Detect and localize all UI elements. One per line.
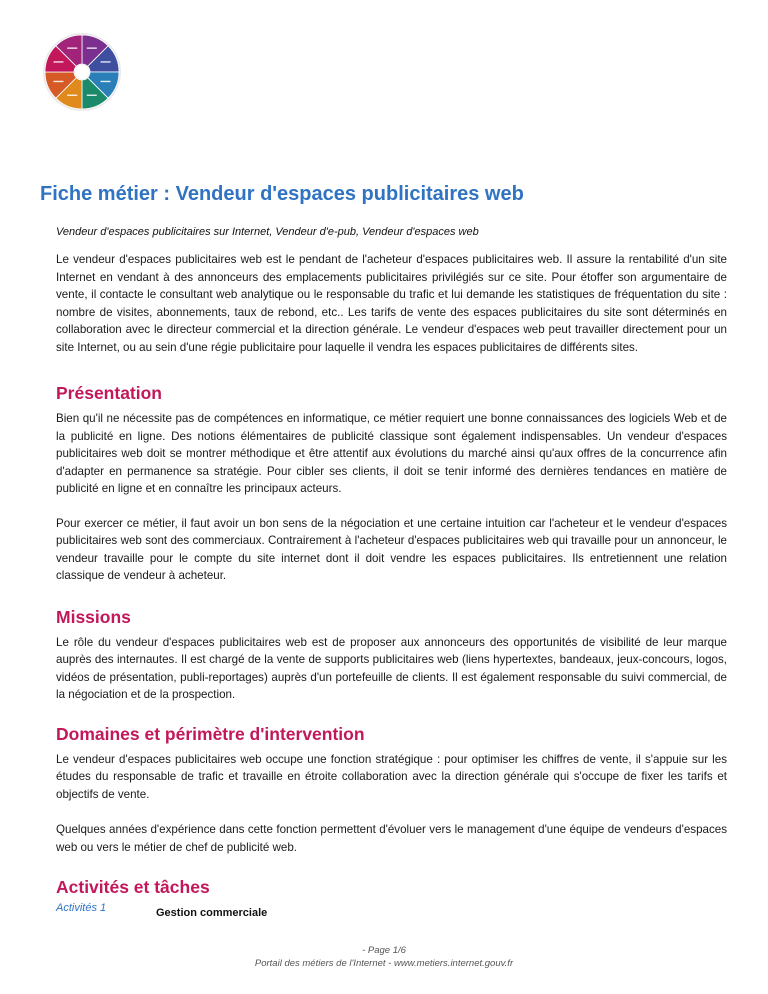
logo-segment-mark [53,81,63,82]
logo-hub [75,65,89,79]
intro-paragraph: Le vendeur d'espaces publicitaires web est le pendant de l'acheteur d'espaces publicitaires web. Il assure la rentabilité d'un site Internet en vendant à des annonceurs des emplacements publicitaires privilégiés sur ce site. Pour étoffer son argumentaire de vente, il contacte le consultant web analytique ou le responsable du trafic et lui demande les statistiques de fréquentation du site : nombre de visites, abonnements, taux de rebond, etc.. Les tarifs de vente des espaces publicitaires du site sont déterminés en collaboration avec le directeur commercial et la direction générale. Le vendeur d'espaces web peut travailler directement pour un site Internet, ou au sein d'une régie publicitaire pour laquelle il vendra les espaces publicitaires de différents sites. [56,253,727,354]
footer-source: Portail des métiers de l'Internet - www.metiers.internet.gouv.fr [254,958,514,969]
logo-segment-mark [87,95,97,96]
subtitle-alternate-names: Vendeur d'espaces publicitaires sur Internet, Vendeur d'e-pub, Vendeur d'espaces web [56,226,479,238]
logo-segment-mark [53,61,63,62]
heading-domaines: Domaines et périmètre d'intervention [56,723,365,744]
logo-segment-mark [67,95,77,96]
heading-missions: Missions [56,606,131,627]
page-footer [0,944,768,970]
activity-label: Activités 1 [56,902,107,914]
logo-segment-mark [101,81,111,82]
domaines-paragraph-2: Quelques années d'expérience dans cette fonction permettent d'évoluer vers le management d'une équipe de vendeurs d'espaces web ou vers le métier de chef de publicité web. [56,823,727,854]
logo-segment-mark [101,61,111,62]
page-title: Fiche métier : Vendeur d'espaces publicitaires web [40,183,524,205]
logo [36,32,128,112]
activity-value: Gestion commerciale [156,907,268,919]
metiers-wheel-logo [36,32,128,112]
logo-segment-mark [67,47,77,48]
heading-activites: Activités et tâches [56,877,210,897]
domaines-paragraph-1: Le vendeur d'espaces publicitaires web occupe une fonction stratégique : pour optimiser les chiffres de vente, il s'appuie sur les études du responsable de trafic et travaille en étroite collaboration avec la direction générale qui s'occupe de fixer les tarifs et objectifs de vente. [56,752,727,801]
heading-presentation: Présentation [56,383,162,403]
footer-page-number: - Page 1/6 [362,945,406,956]
logo-segment-mark [87,47,97,48]
main-content [56,251,727,919]
presentation-paragraph-2: Pour exercer ce métier, il faut avoir un bon sens de la négociation et une certaine intuition car l'acheteur et le vendeur d'espaces publicitaires web sont des commerciaux. Contrairement à l'acheteur d'espaces publicitaires web qui travaille pour un annonceur, le vendeur travaille pour le compte du site internet dont il doit vendre les espaces publicitaires. Ils entretiennent une relation classique de vendeur à acheteur. [56,516,727,582]
presentation-paragraph-1: Bien qu'il ne nécessite pas de compétences en informatique, ce métier requiert une bonne connaissances des logiciels Web et de la publicité en ligne. Des notions élémentaires de publicité classique sont également indispensables. Un vendeur d'espaces publicitaires web doit se montrer méthodique et être attentif aux évolutions du marché ainsi qu'aux offres de la concurrence afin d'adapter en permanence sa stratégie. Pour cibler ses clients, il doit se tenir informé des dernières tendances en matière de publicité en ligne et en connaître les principaux acteurs. [56,412,727,495]
activity-row [56,902,727,919]
missions-paragraph: Le rôle du vendeur d'espaces publicitaires web est de proposer aux annonceurs des opportunités de visibilité de leur marque auprès des internautes. Il est chargé de la vente de supports publicitaires web (liens hypertextes, bandeaux, jeux-concours, logos, vidéos de présentation, publi-reportages) auprès d'un portefeuille de clients. Il est également responsable du suivi commercial, de la négociation et de la prospection. [56,635,727,701]
